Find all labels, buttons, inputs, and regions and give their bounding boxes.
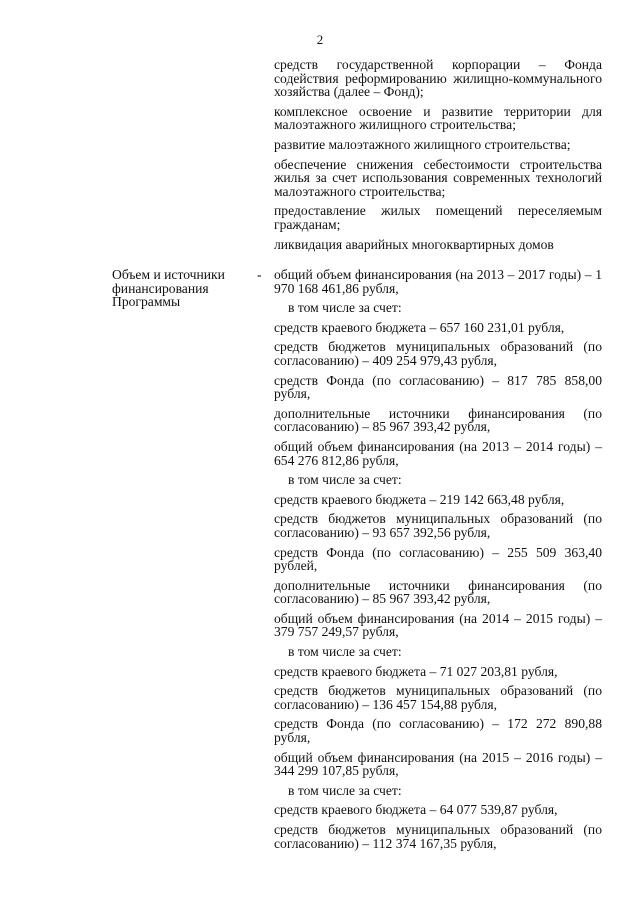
financing-line: средств Фонда (по согласованию) – 817 785 858,00 рубля,: [274, 372, 602, 402]
financing-line: средств бюджетов муниципальных образований (по согласованию) – 136 457 154,88 рубля,: [274, 683, 602, 712]
financing-line: средств бюджетов муниципальных образований (по согласованию) – 409 254 979,43 рубля,: [274, 339, 602, 368]
financing-line: средств краевого бюджета – 219 142 663,48 рубля,: [274, 491, 565, 507]
financing-line: дополнительные источники финансирования (по согласованию) – 85 967 393,42 рубля,: [274, 405, 602, 435]
financing-block: [274, 268, 602, 856]
financing-line: средств краевого бюджета – 71 027 203,81 рубля,: [274, 663, 558, 679]
goal-item: ликвидация аварийных многоквартирных домов: [274, 236, 554, 252]
financing-line: общий объем финансирования (на 2015 – 2016 годы) – 344 299 107,85 рубля,: [274, 749, 602, 779]
financing-line: средств краевого бюджета – 657 160 231,01 рубля,: [274, 319, 565, 335]
financing-line: средств бюджетов муниципальных образований (по согласованию) – 112 374 167,35 рубля,: [274, 822, 602, 851]
goals-continued-block: [274, 58, 602, 257]
financing-subheading: в том числе за счет:: [288, 472, 402, 488]
page-number: 2: [316, 32, 324, 47]
financing-subheading: в том числе за счет:: [288, 782, 402, 798]
financing-label: Объем и источники финансирования Программы: [112, 267, 225, 310]
financing-line: средств Фонда (по согласованию) – 255 509 363,40 рублей,: [274, 544, 602, 574]
financing-line: общий объем финансирования (на 2014 – 2015 годы) – 379 757 249,57 рубля,: [274, 610, 602, 640]
financing-line: средств Фонда (по согласованию) – 172 272 890,88 рубля,: [274, 716, 602, 746]
financing-subheading: в том числе за счет:: [288, 644, 402, 660]
label-dash: -: [257, 267, 262, 282]
financing-line: общий объем финансирования (на 2013 – 2017 годы) – 1 970 168 461,86 рубля,: [274, 267, 602, 296]
goal-item: предоставление жилых помещений переселяемым гражданам;: [274, 203, 602, 232]
financing-subheading: в том числе за счет:: [288, 300, 402, 316]
financing-line: средств бюджетов муниципальных образований (по согласованию) – 93 657 392,56 рубля,: [274, 511, 602, 540]
financing-line: общий объем финансирования (на 2013 – 2014 годы) – 654 276 812,86 рубля,: [274, 438, 602, 468]
goal-item: развитие малоэтажного жилищного строительства;: [274, 136, 571, 152]
goal-item: обеспечение снижения себестоимости строительства жилья за счет использования современных технологий малоэтажного строительства;: [274, 156, 602, 199]
goal-item: средств государственной корпорации – Фонда содействия реформированию жилищно-коммунального хозяйства (далее – Фонд);: [274, 57, 602, 100]
financing-line: средств краевого бюджета – 64 077 539,87 рубля,: [274, 802, 558, 818]
financing-line: дополнительные источники финансирования (по согласованию) – 85 967 393,42 рубля,: [274, 577, 602, 607]
goal-item: комплексное освоение и развитие территории для малоэтажного жилищного строительства;: [274, 103, 602, 133]
